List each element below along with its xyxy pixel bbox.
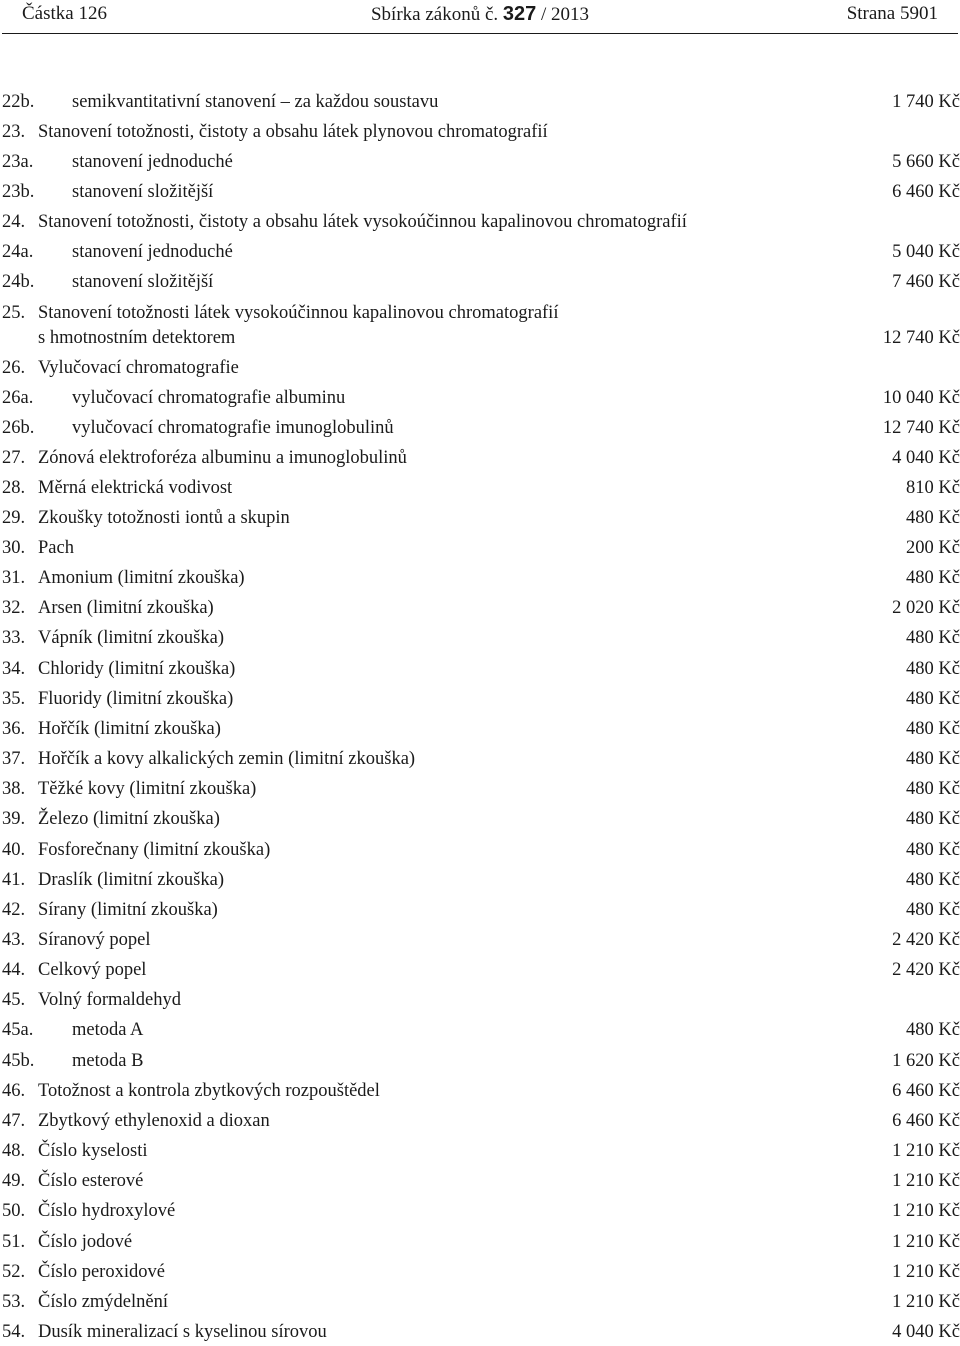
header-issue: Částka 126	[22, 3, 107, 24]
item-price: 480 Kč	[906, 508, 960, 528]
item-price: 1 210 Kč	[892, 1292, 960, 1312]
item-number: 26b.	[2, 418, 35, 438]
item-number: 45.	[2, 990, 26, 1010]
item-description: Číslo jodové	[38, 1232, 133, 1252]
item-price: 1 210 Kč	[892, 1262, 960, 1282]
item-price: 6 460 Kč	[892, 1111, 960, 1131]
item-description: Volný formaldehyd	[38, 990, 182, 1010]
header-collection-prefix: Sbírka zákonů č.	[370, 4, 499, 25]
item-price: 1 210 Kč	[892, 1141, 960, 1161]
item-description: Dusík mineralizací s kyselinou sírovou	[38, 1322, 327, 1342]
item-price: 2 420 Kč	[892, 930, 960, 950]
item-description: Arsen (limitní zkouška)	[38, 598, 214, 618]
item-price: 4 040 Kč	[892, 1322, 960, 1342]
item-price: 480 Kč	[906, 779, 960, 799]
item-description: Těžké kovy (limitní zkouška)	[38, 779, 257, 799]
item-description: Číslo hydroxylové	[38, 1201, 176, 1221]
item-description: Číslo peroxidové	[38, 1262, 165, 1282]
item-description: Stanovení totožnosti, čistoty a obsahu látek plynovou chromatografií	[38, 122, 548, 142]
item-price: 12 740 Kč	[882, 328, 960, 348]
item-description: Hořčík a kovy alkalických zemin (limitní zkouška)	[38, 749, 416, 769]
item-number: 23.	[2, 122, 26, 142]
item-price: 4 040 Kč	[892, 448, 960, 468]
item-description: Hořčík (limitní zkouška)	[38, 719, 221, 739]
item-price: 12 740 Kč	[882, 418, 960, 438]
item-description: Vápník (limitní zkouška)	[38, 628, 224, 648]
item-number: 54.	[2, 1322, 26, 1342]
item-description: Zkoušky totožnosti iontů a skupin	[38, 508, 290, 528]
item-description: Síranový popel	[38, 930, 151, 950]
item-description: Amonium (limitní zkouška)	[38, 568, 245, 588]
item-number: 26a.	[2, 388, 34, 408]
item-number: 45a.	[2, 1020, 34, 1040]
header-collection-year: / 2013	[541, 4, 590, 25]
item-price: 5 040 Kč	[892, 242, 960, 262]
item-price: 480 Kč	[906, 1020, 960, 1040]
item-number: 26.	[2, 358, 26, 378]
item-number: 45b.	[2, 1051, 35, 1071]
header-collection-number: 327	[502, 3, 537, 25]
item-description: Stanovení totožnosti, čistoty a obsahu látek vysokoúčinnou kapalinovou chromatografií	[38, 212, 687, 232]
item-description-continued: s hmotnostním detektorem	[38, 328, 236, 348]
item-number: 53.	[2, 1292, 26, 1312]
item-description: metoda A	[72, 1020, 144, 1040]
item-number: 28.	[2, 478, 26, 498]
item-price: 1 210 Kč	[892, 1201, 960, 1221]
item-description: stanovení složitější	[72, 182, 214, 202]
item-description: Železo (limitní zkouška)	[38, 809, 220, 829]
item-price: 480 Kč	[906, 719, 960, 739]
item-description: stanovení jednoduché	[72, 152, 233, 172]
item-number: 50.	[2, 1201, 26, 1221]
item-number: 44.	[2, 960, 26, 980]
item-price: 480 Kč	[906, 809, 960, 829]
item-description: Celkový popel	[38, 960, 147, 980]
item-description: Fluoridy (limitní zkouška)	[38, 689, 234, 709]
item-number: 38.	[2, 779, 26, 799]
item-price: 810 Kč	[906, 478, 960, 498]
item-description: Zbytkový ethylenoxid a dioxan	[38, 1111, 270, 1131]
item-description: Sírany (limitní zkouška)	[38, 900, 218, 920]
item-number: 35.	[2, 689, 26, 709]
item-number: 36.	[2, 719, 26, 739]
item-description: Číslo esterové	[38, 1171, 144, 1191]
item-price: 480 Kč	[906, 840, 960, 860]
item-number: 27.	[2, 448, 26, 468]
item-price: 6 460 Kč	[892, 1081, 960, 1101]
item-price: 1 210 Kč	[892, 1171, 960, 1191]
item-price: 10 040 Kč	[882, 388, 960, 408]
item-description: Draslík (limitní zkouška)	[38, 870, 224, 890]
item-price: 200 Kč	[906, 538, 960, 558]
item-number: 30.	[2, 538, 26, 558]
item-number: 37.	[2, 749, 26, 769]
item-number: 24b.	[2, 272, 35, 292]
item-description: stanovení složitější	[72, 272, 214, 292]
item-description: metoda B	[72, 1051, 144, 1071]
item-price: 480 Kč	[906, 659, 960, 679]
item-description: Chloridy (limitní zkouška)	[38, 659, 236, 679]
item-number: 47.	[2, 1111, 26, 1131]
item-number: 40.	[2, 840, 26, 860]
item-description: Vylučovací chromatografie	[38, 358, 239, 378]
item-price: 7 460 Kč	[892, 272, 960, 292]
header-page-number: Strana 5901	[846, 3, 938, 24]
item-price: 480 Kč	[906, 900, 960, 920]
item-description: Stanovení totožnosti látek vysokoúčinnou kapalinovou chromatografií	[38, 303, 559, 323]
item-description: Číslo kyselosti	[38, 1141, 148, 1161]
item-price: 480 Kč	[906, 689, 960, 709]
item-number: 52.	[2, 1262, 26, 1282]
item-number: 46.	[2, 1081, 26, 1101]
item-number: 31.	[2, 568, 26, 588]
item-number: 39.	[2, 809, 26, 829]
item-price: 480 Kč	[906, 568, 960, 588]
item-price: 480 Kč	[906, 870, 960, 890]
item-number: 43.	[2, 930, 26, 950]
item-number: 34.	[2, 659, 26, 679]
item-number: 41.	[2, 870, 26, 890]
item-number: 49.	[2, 1171, 26, 1191]
item-description: semikvantitativní stanovení – za každou soustavu	[72, 92, 439, 112]
item-price: 1 740 Kč	[892, 92, 960, 112]
item-description: Číslo zmýdelnění	[38, 1292, 168, 1312]
item-number: 51.	[2, 1232, 26, 1252]
item-number: 33.	[2, 628, 26, 648]
item-description: stanovení jednoduché	[72, 242, 233, 262]
item-price: 1 210 Kč	[892, 1232, 960, 1252]
item-price: 6 460 Kč	[892, 182, 960, 202]
item-description: Fosforečnany (limitní zkouška)	[38, 840, 271, 860]
item-number: 42.	[2, 900, 26, 920]
item-price: 2 020 Kč	[892, 598, 960, 618]
item-description: vylučovací chromatografie albuminu	[72, 388, 346, 408]
item-description: Pach	[38, 538, 74, 558]
item-number: 23a.	[2, 152, 34, 172]
item-number: 32.	[2, 598, 26, 618]
item-description: Měrná elektrická vodivost	[38, 478, 233, 498]
item-description: vylučovací chromatografie imunoglobulinů	[72, 418, 394, 438]
item-number: 24.	[2, 212, 26, 232]
item-price: 1 620 Kč	[892, 1051, 960, 1071]
item-price: 480 Kč	[906, 628, 960, 648]
item-price: 2 420 Kč	[892, 960, 960, 980]
item-description: Zónová elektroforéza albuminu a imunoglobulinů	[38, 448, 407, 468]
item-number: 22b.	[2, 92, 35, 112]
item-number: 29.	[2, 508, 26, 528]
item-number: 25.	[2, 303, 26, 323]
item-price: 480 Kč	[906, 749, 960, 769]
item-number: 24a.	[2, 242, 34, 262]
item-number: 23b.	[2, 182, 35, 202]
item-description: Totožnost a kontrola zbytkových rozpouštědel	[38, 1081, 380, 1101]
item-price: 5 660 Kč	[892, 152, 960, 172]
item-number: 48.	[2, 1141, 26, 1161]
